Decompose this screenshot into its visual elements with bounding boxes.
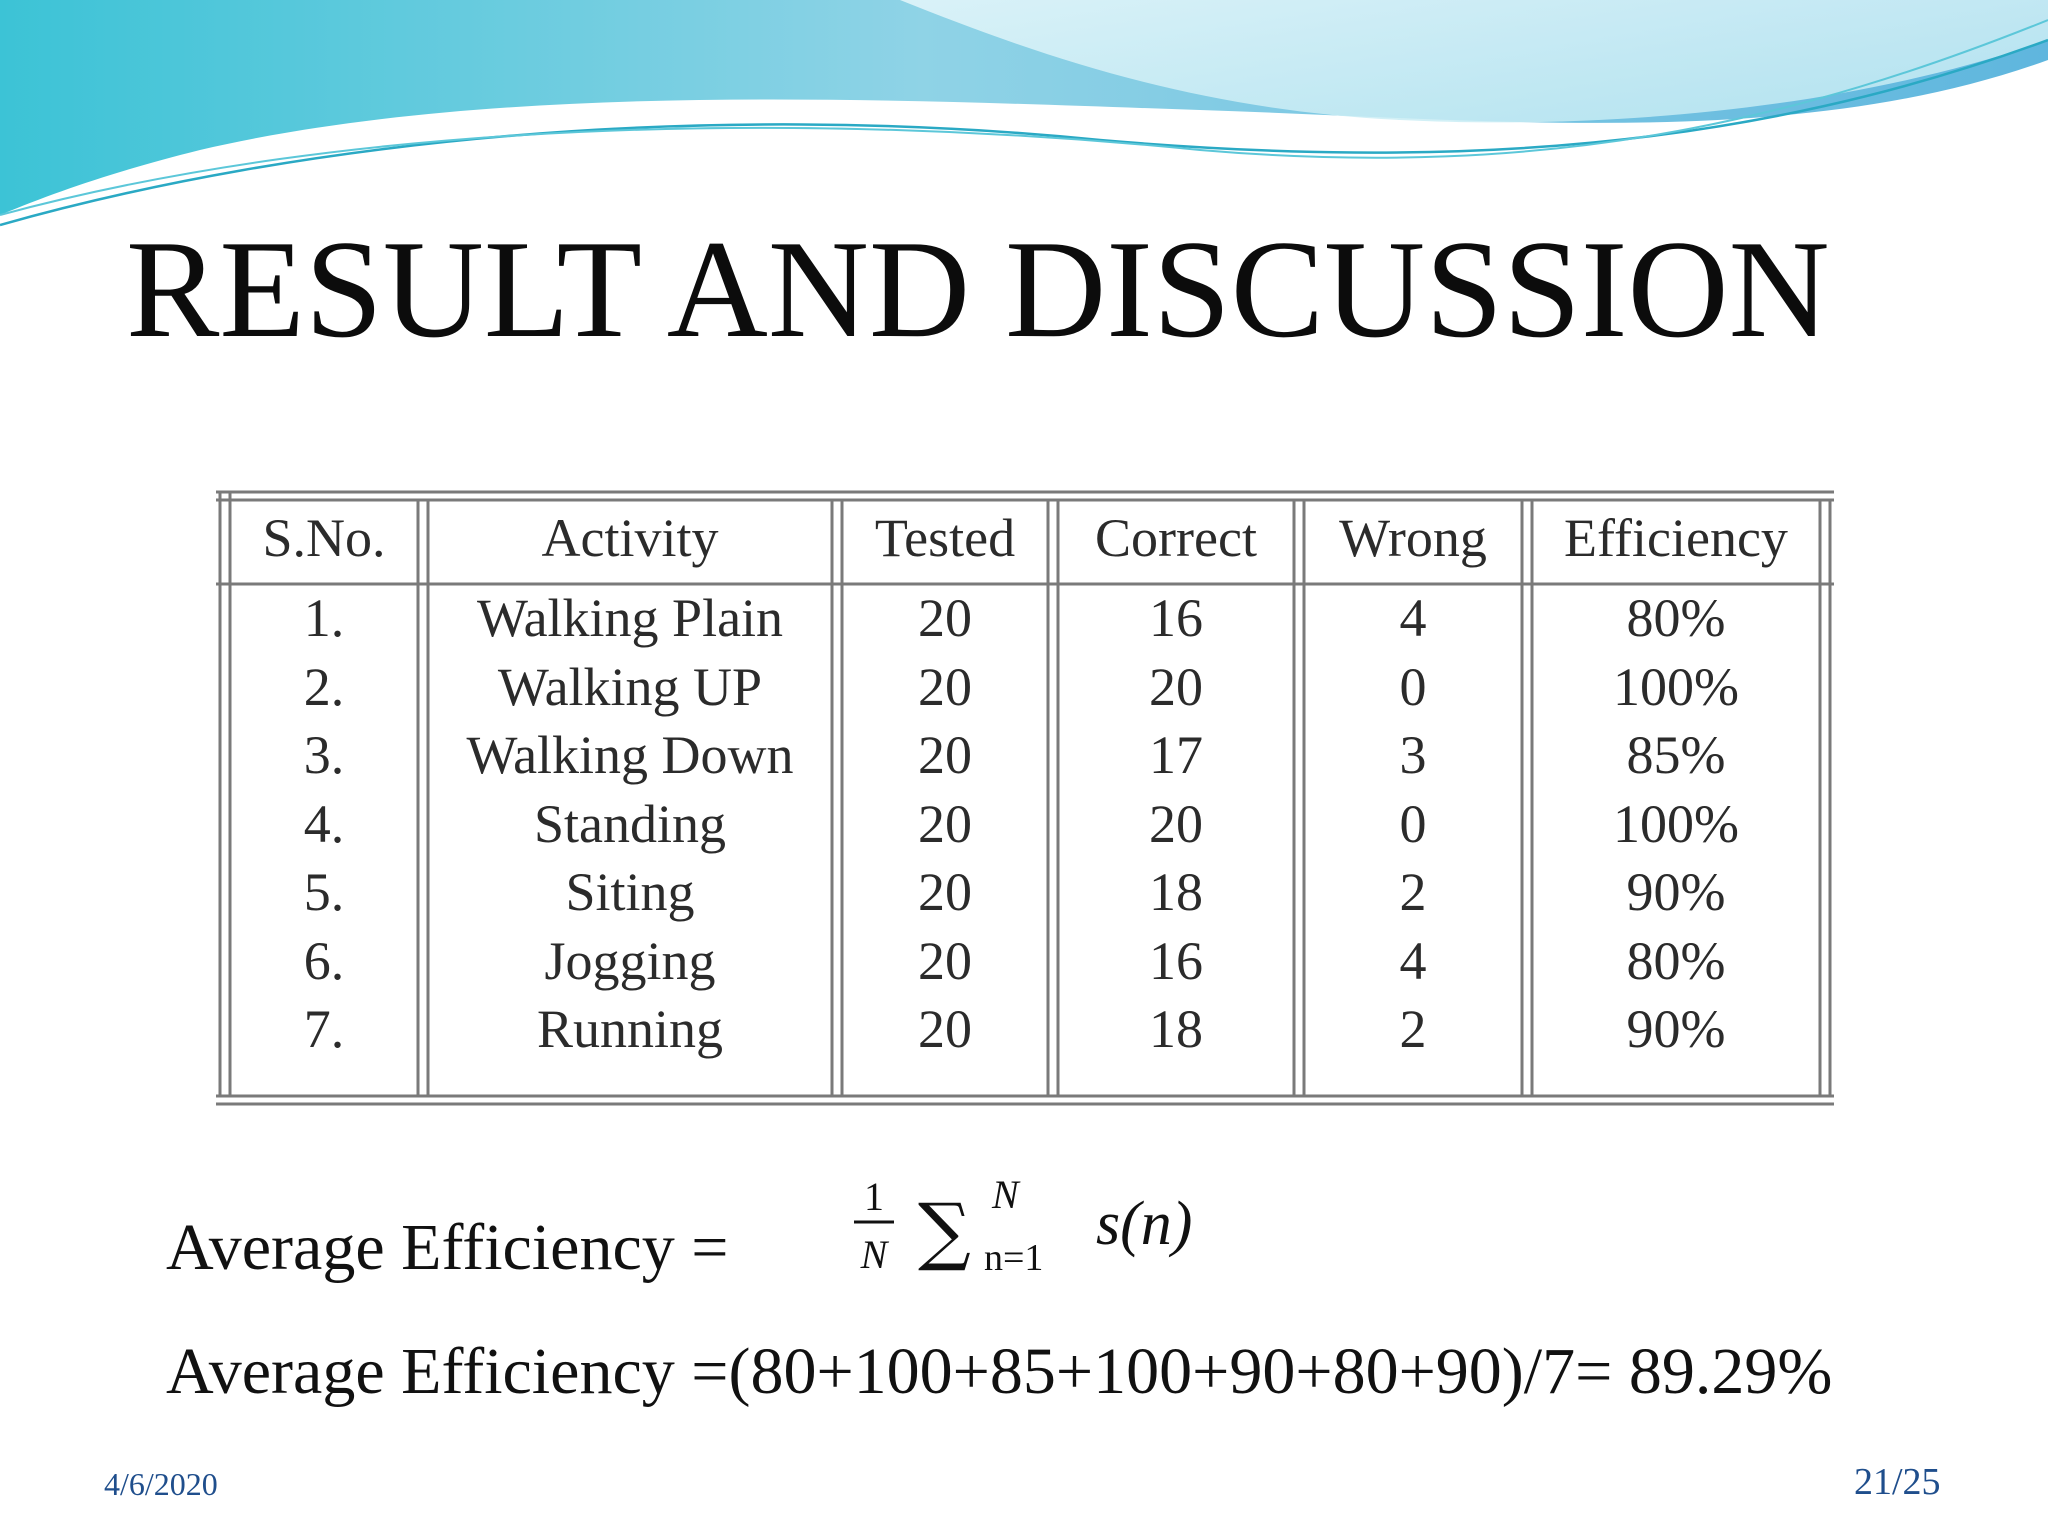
table-cell-wrong: 4 bbox=[1399, 588, 1427, 648]
formula-term: s(n) bbox=[1096, 1190, 1193, 1258]
table-cell-wrong: 2 bbox=[1399, 862, 1427, 922]
table-cell-efficiency: 80% bbox=[1626, 930, 1726, 991]
table-cell-correct: 17 bbox=[1149, 725, 1203, 785]
table-cell-activity: Running bbox=[536, 999, 724, 1059]
table-cell-efficiency: 85% bbox=[1626, 725, 1726, 785]
table-cell-efficiency: 80% bbox=[1626, 588, 1726, 648]
table-cell-tested: 20 bbox=[918, 588, 972, 648]
table-cell-activity: Walking Plain bbox=[476, 588, 784, 648]
table-cell-wrong: 4 bbox=[1399, 930, 1427, 991]
table-cell-sno: 4. bbox=[303, 793, 345, 854]
table-cell-efficiency: 100% bbox=[1613, 793, 1739, 854]
table-header-wrong: Wrong bbox=[1339, 508, 1487, 568]
table-cell-sno: 7. bbox=[303, 999, 345, 1059]
table-cell-tested: 20 bbox=[918, 725, 972, 785]
table-cell-correct: 18 bbox=[1149, 999, 1203, 1059]
table-cell-activity: Jogging bbox=[544, 930, 716, 991]
table-cell-correct: 16 bbox=[1149, 588, 1203, 648]
table-cell-efficiency: 90% bbox=[1626, 862, 1726, 922]
header-wave-decoration bbox=[0, 0, 2048, 240]
formula-denominator: N bbox=[860, 1232, 888, 1277]
table-cell-correct: 20 bbox=[1149, 793, 1203, 854]
formula-numerator: 1 bbox=[864, 1174, 884, 1219]
table-cell-tested: 20 bbox=[918, 656, 972, 717]
table-cell-activity: Siting bbox=[565, 862, 695, 922]
average-efficiency-formula bbox=[846, 1168, 1226, 1288]
table-cell-activity: Standing bbox=[533, 793, 726, 854]
table-cell-tested: 20 bbox=[918, 862, 972, 922]
table-cell-sno: 3. bbox=[303, 725, 345, 785]
table-cell-sno: 1. bbox=[303, 588, 345, 648]
table-cell-wrong: 2 bbox=[1399, 999, 1427, 1059]
table-cell-efficiency: 90% bbox=[1626, 999, 1726, 1059]
table-cell-tested: 20 bbox=[918, 999, 972, 1059]
formula-sum-lower: n=1 bbox=[984, 1237, 1044, 1279]
average-efficiency-label: Average Efficiency = bbox=[166, 1211, 729, 1284]
slide-date: 4/6/2020 bbox=[104, 1466, 218, 1502]
table-header-sno: S.No. bbox=[262, 508, 386, 568]
table-cell-tested: 20 bbox=[918, 793, 972, 854]
table-cell-correct: 16 bbox=[1149, 930, 1203, 991]
sum-symbol: ∑ bbox=[918, 1188, 971, 1274]
table-cell-activity: Walking Down bbox=[466, 725, 794, 785]
table-cell-sno: 6. bbox=[303, 930, 345, 991]
table-cell-sno: 5. bbox=[303, 862, 345, 922]
table-cell-efficiency: 100% bbox=[1613, 656, 1739, 717]
table-header-efficiency: Efficiency bbox=[1564, 508, 1788, 568]
table-cell-wrong: 0 bbox=[1399, 656, 1427, 717]
slide-page-number: 21/25 bbox=[1854, 1461, 1941, 1503]
average-efficiency-calculation: Average Efficiency =(80+100+85+100+90+80+90)/7= 89.29% bbox=[166, 1335, 1833, 1408]
table-cell-wrong: 0 bbox=[1399, 793, 1427, 854]
table-cell-sno: 2. bbox=[303, 656, 345, 717]
table-header-correct: Correct bbox=[1095, 508, 1257, 568]
results-table bbox=[216, 488, 1834, 1112]
table-header-activity: Activity bbox=[541, 508, 719, 568]
table-cell-activity: Walking UP bbox=[497, 656, 763, 717]
slide-title: RESULT AND DISCUSSION bbox=[126, 212, 1830, 367]
table-cell-tested: 20 bbox=[918, 930, 972, 991]
table-header-tested: Tested bbox=[874, 508, 1016, 568]
formula-sum-upper: N bbox=[992, 1172, 1019, 1217]
table-cell-correct: 18 bbox=[1149, 862, 1203, 922]
table-cell-correct: 20 bbox=[1149, 656, 1203, 717]
table-cell-wrong: 3 bbox=[1399, 725, 1427, 785]
